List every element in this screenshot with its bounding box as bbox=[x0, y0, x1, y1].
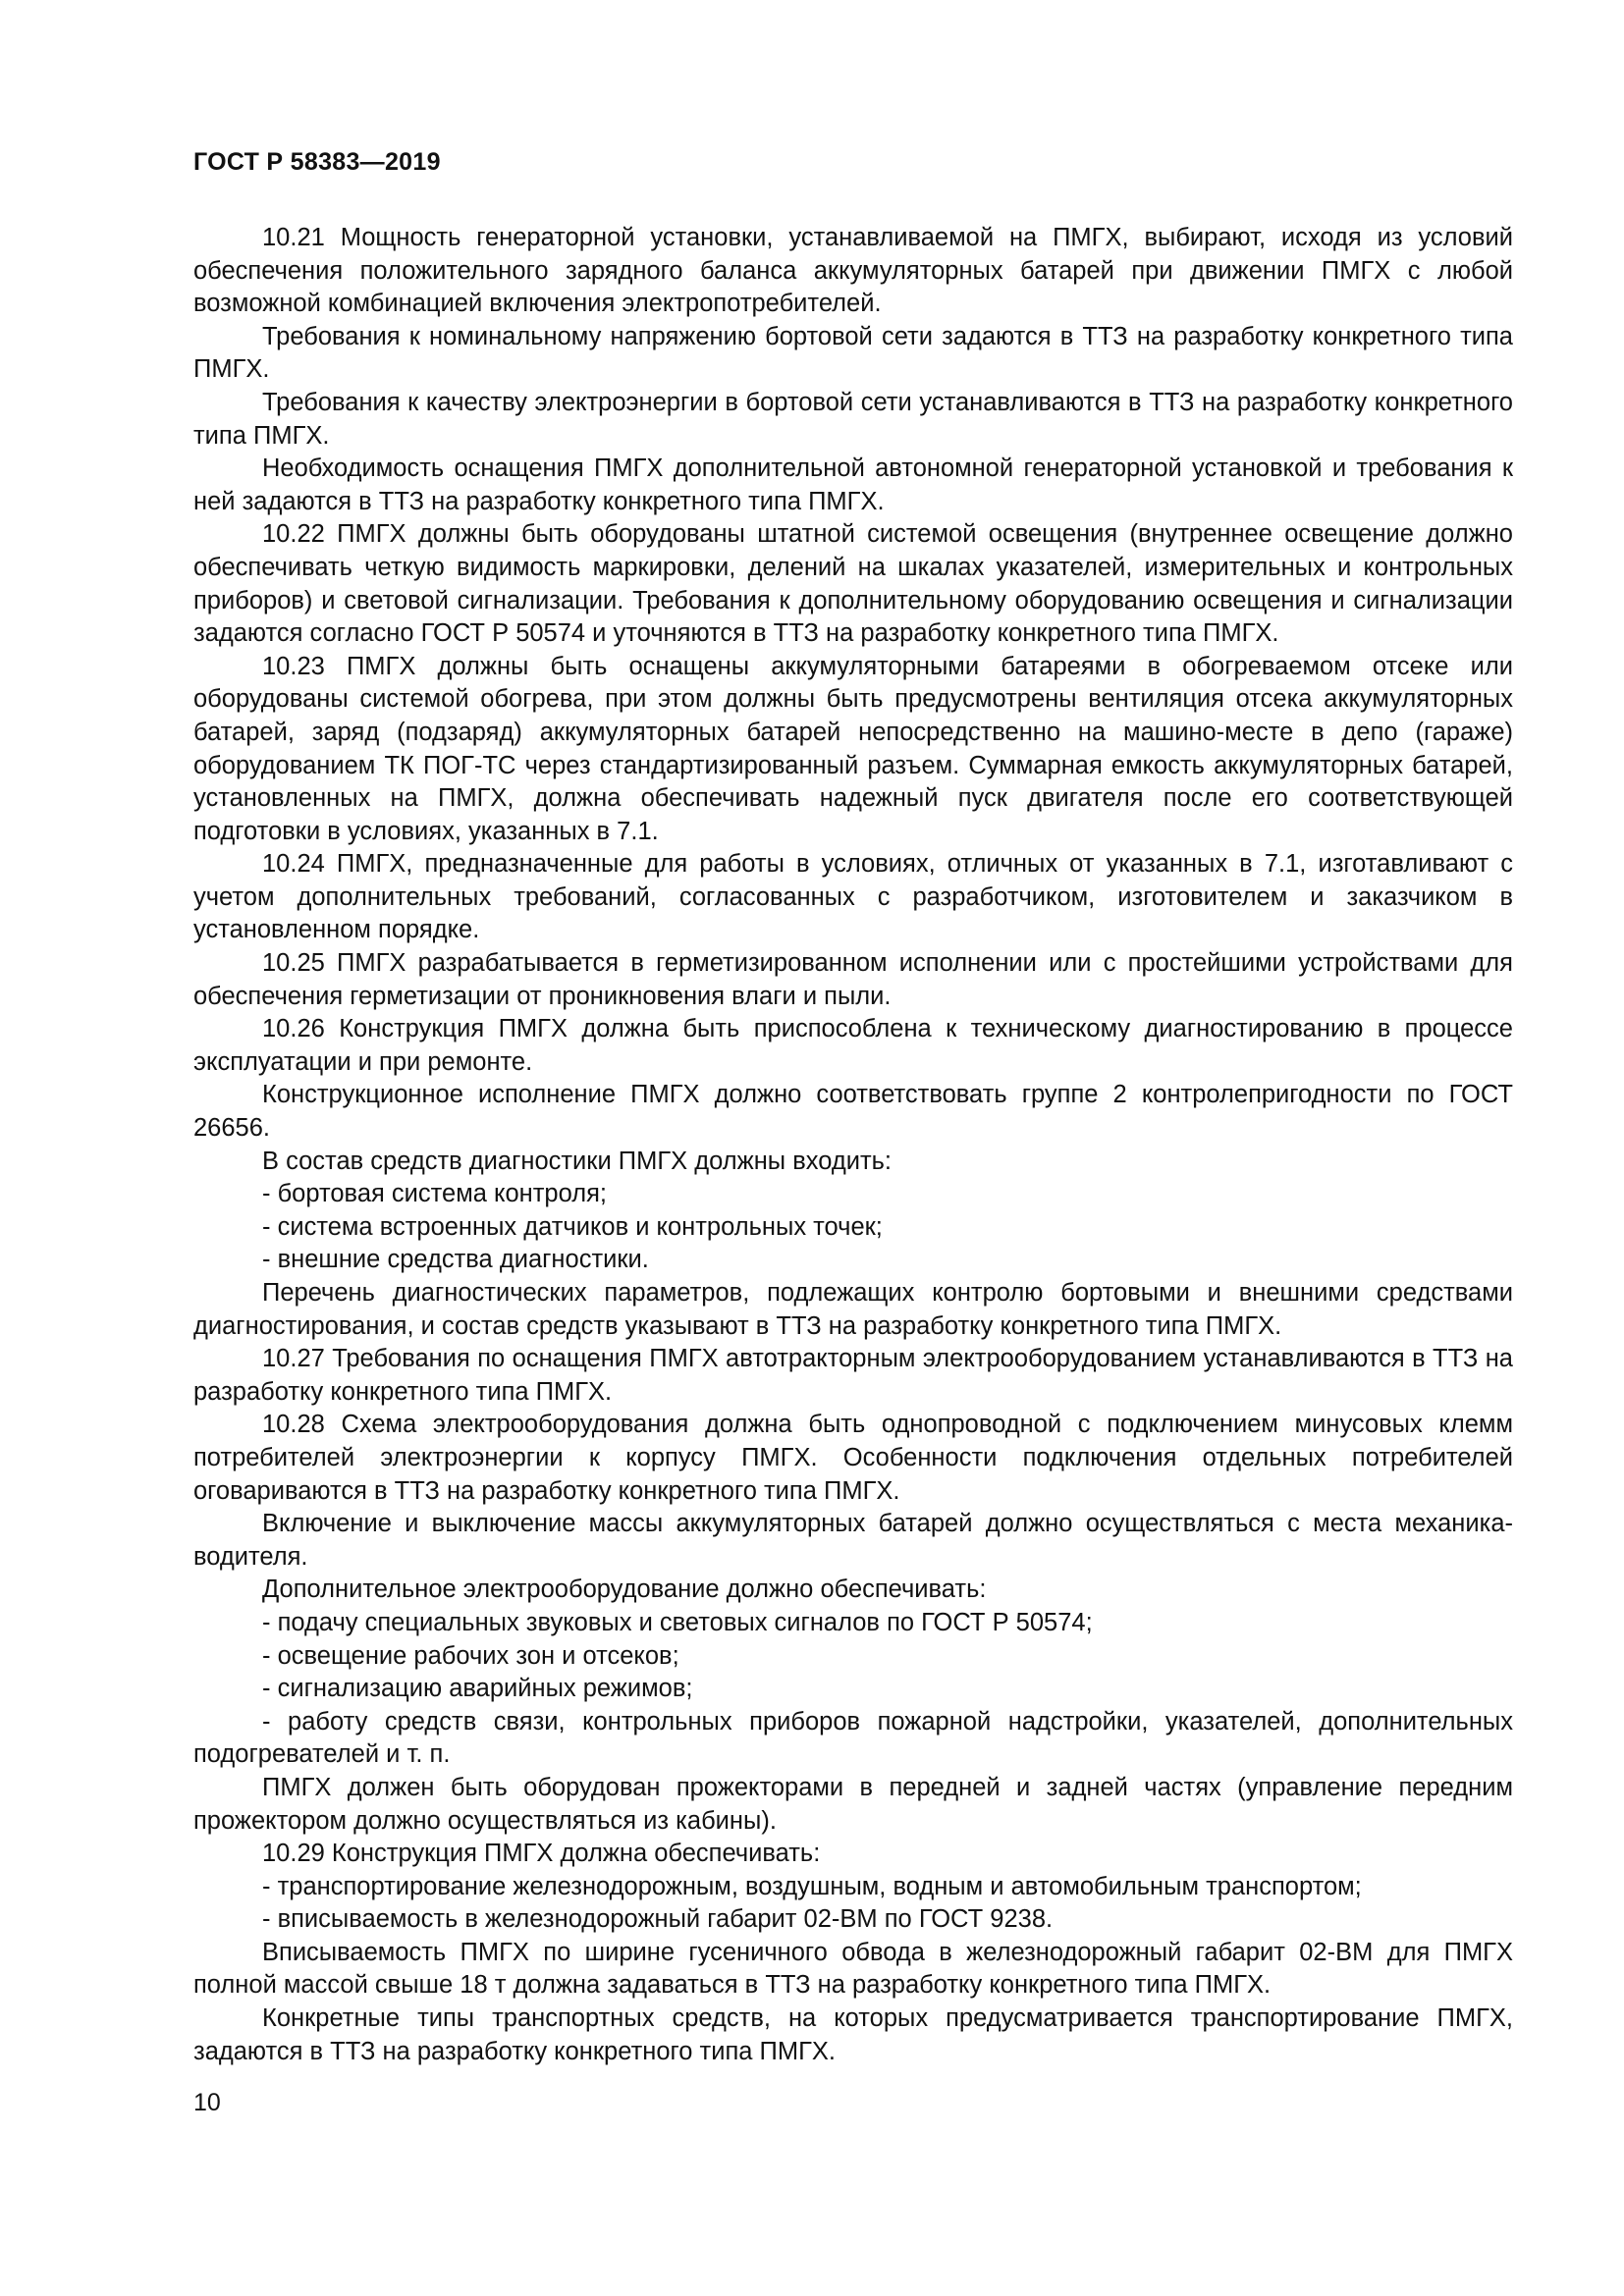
paragraph: 10.21 Мощность генераторной установки, устанавливаемой на ПМГХ, выбирают, исходя из условий обеспечения положительного зарядного баланса аккумуляторных батарей при движении ПМГХ с любой возможной комбинацией включения электропотребителей. bbox=[193, 224, 1513, 318]
list-item: - подачу специальных звуковых и световых сигналов по ГОСТ Р 50574; bbox=[262, 1608, 1093, 1636]
paragraph: 10.27 Требования по оснащения ПМГХ автотракторным электрооборудованием устанавливаются в ТТЗ на разработку конкретного типа ПМГХ. bbox=[193, 1345, 1513, 1406]
list-item: - система встроенных датчиков и контрольных точек; bbox=[262, 1212, 883, 1241]
standard-header: ГОСТ Р 58383—2019 bbox=[193, 148, 441, 176]
paragraph: В состав средств диагностики ПМГХ должны входить: bbox=[262, 1147, 892, 1175]
paragraph: 10.24 ПМГХ, предназначенные для работы в условиях, отличных от указанных в 7.1, изготавливают с учетом дополнительных требований, согласованных с разработчиком, изготовителем и заказчиком в установленном порядке. bbox=[193, 850, 1513, 944]
paragraph: Требования к номинальному напряжению бортовой сети задаются в ТТЗ на разработку конкретного типа ПМГХ. bbox=[193, 322, 1513, 384]
list-item: - вписываемость в железнодорожный габарит 02-ВМ по ГОСТ 9238. bbox=[262, 1905, 1054, 1934]
paragraph: 10.23 ПМГХ должны быть оснащены аккумуляторными батареями в обогреваемом отсеке или оборудованы системой обогрева, при этом должны быть предусмотрены вентиляция отсека аккумуляторных батарей, заряд (подзаряд) аккумуляторных батарей непосредственно на машино-месте в депо (гараже) оборудованием ТК ПОГ-ТС через стандартизированный разъем. Суммарная емкость аккумуляторных батарей, установленных на ПМГХ, должна обеспечивать надежный пуск двигателя после его соответствующей подготовки в условиях, указанных в 7.1. bbox=[193, 652, 1513, 845]
paragraph: 10.25 ПМГХ разрабатывается в герметизированном исполнении или с простейшими устройствами для обеспечения герметизации от проникновения влаги и пыли. bbox=[193, 949, 1513, 1010]
paragraph: Вписываемость ПМГХ по ширине гусеничного обвода в железнодорожный габарит 02-ВМ для ПМГХ полной массой свыше 18 т должна задаваться в ТТЗ на разработку конкретного типа ПМГХ. bbox=[193, 1938, 1513, 2000]
list-item: - освещение рабочих зон и отсеков; bbox=[262, 1641, 679, 1670]
list-item: - бортовая система контроля; bbox=[262, 1180, 607, 1208]
paragraph: Дополнительное электрооборудование должно обеспечивать: bbox=[262, 1575, 987, 1604]
list-item: - транспортирование железнодорожным, воздушным, водным и автомобильным транспортом; bbox=[262, 1872, 1362, 1900]
paragraph: 10.29 Конструкция ПМГХ должна обеспечивать: bbox=[262, 1840, 821, 1868]
paragraph: 10.26 Конструкция ПМГХ должна быть приспособлена к техническому диагностированию в процессе эксплуатации и при ремонте. bbox=[193, 1015, 1513, 1076]
document-body bbox=[193, 222, 1513, 2068]
paragraph: Включение и выключение массы аккумуляторных батарей должно осуществляться с места механика-водителя. bbox=[193, 1510, 1513, 1571]
list-item: - внешние средства диагностики. bbox=[262, 1246, 649, 1274]
paragraph: 10.22 ПМГХ должны быть оборудованы штатной системой освещения (внутреннее освещение должно обеспечивать четкую видимость маркировки, делений на шкалах указателей, измерительных и контрольных приборов) и световой сигнализации. Требования к дополнительному оборудованию освещения и сигнализации задаются согласно ГОСТ Р 50574 и уточняются в ТТЗ на разработку конкретного типа ПМГХ. bbox=[193, 520, 1513, 648]
page-number: 10 bbox=[193, 2089, 221, 2116]
list-item: - сигнализацию аварийных режимов; bbox=[262, 1675, 693, 1703]
paragraph: Требования к качеству электроэнергии в бортовой сети устанавливаются в ТТЗ на разработку конкретного типа ПМГХ. bbox=[193, 388, 1513, 450]
paragraph: ПМГХ должен быть оборудован прожекторами в передней и задней частях (управление передним прожектором должно осуществляться из кабины). bbox=[193, 1773, 1513, 1835]
paragraph: Конкретные типы транспортных средств, на которых предусматривается транспортирование ПМГХ, задаются в ТТЗ на разработку конкретного типа ПМГХ. bbox=[193, 2004, 1513, 2065]
paragraph: Конструкционное исполнение ПМГХ должно соответствовать группе 2 контролепригодности по ГОСТ 26656. bbox=[193, 1081, 1513, 1143]
paragraph: - работу средств связи, контрольных приборов пожарной надстройки, указателей, дополнительных подогревателей и т. п. bbox=[193, 1707, 1513, 1769]
paragraph: 10.28 Схема электрооборудования должна быть однопроводной с подключением минусовых клемм потребителей электроэнергии к корпусу ПМГХ. Особенности подключения отдельных потребителей оговариваются в ТТЗ на разработку конкретного типа ПМГХ. bbox=[193, 1411, 1513, 1505]
paragraph: Необходимость оснащения ПМГХ дополнительной автономной генераторной установкой и требования к ней задаются в ТТЗ на разработку конкретного типа ПМГХ. bbox=[193, 454, 1513, 515]
paragraph: Перечень диагностических параметров, подлежащих контролю бортовыми и внешними средствами диагностирования, и состав средств указывают в ТТЗ на разработку конкретного типа ПМГХ. bbox=[193, 1279, 1513, 1340]
